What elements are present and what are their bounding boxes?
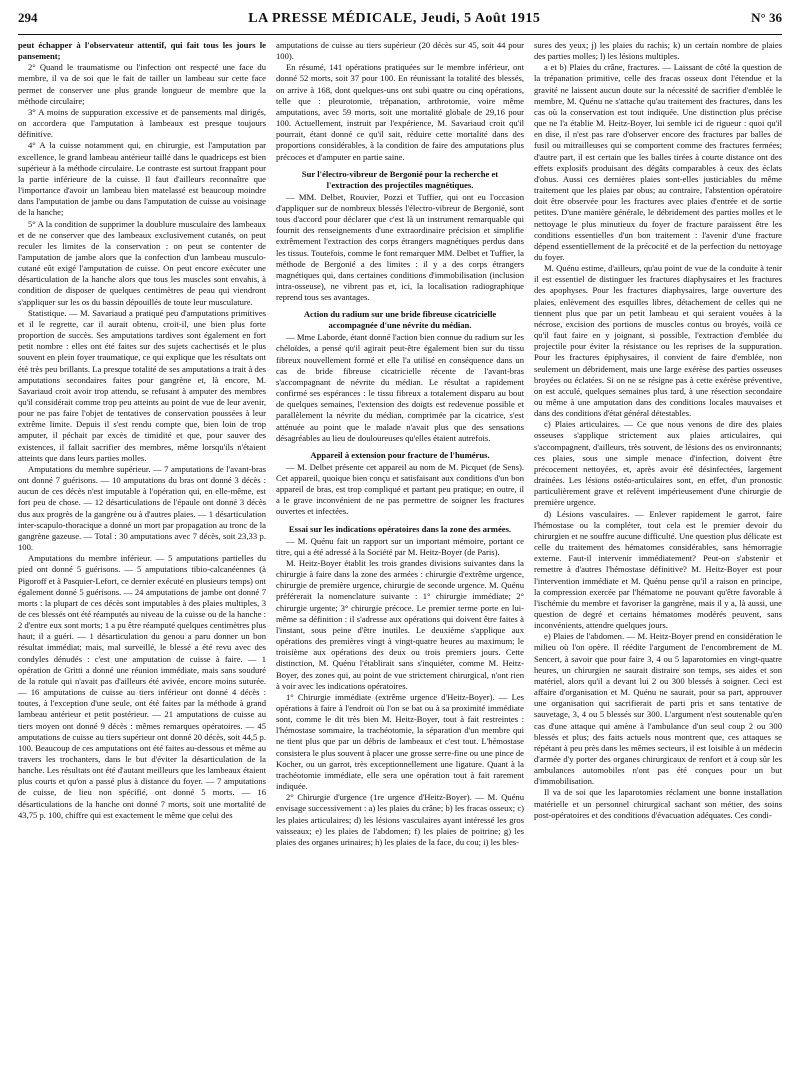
paragraph: Statistique. — M. Savariaud a pratiqué peu d'amputations primitives et il le regrette, car il aurait obtenu, croit-il, une bien plus forte proportion de succès. Ses amputations tardives sont également en fort petit nombre : elles ont été faites sur des sujets cachectisés et le plus souvent en plein foyer traumatique, ce qui explique que les résultats ont été très peu brillants. La presque totalité de ses amputations a trait à des amputations secondaires faites pour gangrène et, là encore, M. Savariaud croit avoir trop attendu, se refusant à amputer des membres qu'il considérait comme trop peu atteints au point de vue de leur avenir, pour ne pas faire l'objet de tentatives de conservation poussées à leur extrême limite. Depuis il s'est rendu compte que, bien loin de trop amputer, il péchait par excès de timidité et que, pour sauver des existences, il fallait sacrifier des membres, même lorsqu'ils n'étaient atteints que dans leurs parties molles. <box>18 307 266 463</box>
paragraph: — MM. Delbet, Rouvier, Pozzi et Tuffier, qui ont eu l'occasion d'appliquer sur de nombreux blessés l'électro-vibreur de Bergonié, sont tous d'accord pour déclarer que c'est là un instrument remarquable qui fournit des renseignements d'une extraordinaire précision et simplifie extrêmement l'extraction des corps étrangers magnétiques perdus dans les tissus. Toutefois, comme le font remarquer MM. Delbet et Tuffier, la méthode de Bergonié a des limites : il y a des corps étrangers magnétiques qui, dans certaines conditions d'immobilisation (inclusion intra-osseuse), ne vibrent pas et, ici, la localisation radiographique reprend tous ses avantages. <box>276 191 524 303</box>
section-heading: Action du radium sur une bride fibreuse cicatricielle accompagnée d'une névrite du médian. <box>303 309 497 331</box>
page-number: 294 <box>18 10 38 25</box>
issue-number: N° 36 <box>751 10 782 25</box>
paragraph: En résumé, 141 opérations pratiquées sur le membre inférieur, ont donné 52 morts, soit 37 pour 100. En réunissant la totalité des blessés, on arrive à 168, dont quelques-uns ont subi quatre ou cinq opérations, telle que : pleurotomie, trépanation, arthrotomie, voire même amputations, avec 59 morts, soit une mortalité globale de 29,16 pour 100. Actuellement, instruit par l'expérience, M. Savariaud croit qu'il pourrait, étant donné ce qu'il sait, réduire cette mortalité dans des proportions considérables, à la condition de faire des amputations plus précoces et d'amputer en partie saine. <box>276 62 524 162</box>
section-heading: Appareil à extension pour fracture de l'humérus. <box>310 449 490 460</box>
paragraph: amputations de cuisse au tiers supérieur (20 décès sur 45, soit 44 pour 100). <box>276 40 524 62</box>
page-header <box>18 10 782 35</box>
paragraph: 2° Chirurgie d'urgence (1re urgence d'Heitz-Boyer). — M. Quénu envisage successivement : a) les plaies du crâne; b) les fracas osseux; c) les plaies articulaires; d) les lésions vasculaires ayant intéressé les gros vaisseaux; e) les plaies de l'abdomen; f) les plaies de poitrine; g) les plaies des organes urinaires; h) les plaies de la face, du cou; i) les bles- <box>276 792 524 847</box>
paragraph: 4° A la cuisse notamment qui, en chirurgie, est l'amputation par excellence, le grand lambeau antérieur taillé dans le quadriceps est bien supérieur à la méthode circulaire. Le contraste est surtout frappant pour la partie inférieure de la cuisse. Il faut d'ailleurs reconnaître que l'importance d'avoir un lambeau bien matelassé est beaucoup moindre dans l'amputation de jambe ou dans l'amputation de cuisse au voisinage de la hanche; <box>18 140 266 218</box>
paragraph: e) Plaies de l'abdomen. — M. Heitz-Boyer prend en considération le milieu où l'on opère. Il réédite l'argument de l'encombrement de M. Sencert, à savoir que pour faire 3, 4 ou 5 laparotomies en vingt-quatre heures, un chirurgien ne saurait distraire son temps, ses aides et son matériel, alors qu'il a devant lui 2 ou 300 blessés à soigner. Ceci est affaire d'organisation et M. Quénu ne saurait, pour sa part, approuver une organisation qui sacrifierait de parti pris et sans tentative de sauvetage, 3, 4 ou 5 blessés sur 300. L'argument n'est soutenable qu'en cas d'une attaque qui amène à l'ambulance d'un seul coup 2 ou 300 blessés et plus; des faits actuels nous montrent que, ces attaques se répétant à peu près dans les mêmes secteurs, il est loisible à un médecin d'armée d'y porter des organes chirurgicaux de renfort et à coup sûr les ambulances automobiles n'ont pas été conçues pour un but d'immobilisation. <box>534 631 782 787</box>
paragraph: 3° A moins de suppuration excessive et de pansements mal dirigés, on accordera que l'amputation à lambeaux est presque toujours définitive. <box>18 106 266 140</box>
paragraph: Amputations du membre supérieur. — 7 amputations de l'avant-bras ont donné 7 guérisons. — 10 amputations du bras ont donné 3 décès : aucun de ces décès n'est imputable à l'opération qui, en elle-même, est fort peu de chose. — 12 désarticulations de l'épaule ont donné 3 décès dus aux progrès de la gangrène ou à d'autres plaies. — 1 désarticulation inter-scapulo-thoracique a donné un mort par propagation au tronc de la gangrène gazeuse. — Total : 30 amputations avec 7 décès, soit 23,33 p. 100. <box>18 463 266 553</box>
paragraph: c) Plaies articulaires. — Ce que nous venons de dire des plaies osseuses s'applique strictement aux plaies articulaires, qui s'accompagnent, d'ailleurs, très souvent, de lésions des os environnants; ces plaies, sous une simple menace d'infection, doivent être précocement nettoyées, et, après avoir été désinfectées, largement drainées. Les lésions ostéo-articulaires sont, en effet, d'un pronostic particulièrement grave et relèvent impérieusement d'une chirurgie de première urgence. <box>534 419 782 508</box>
column-right <box>534 40 782 1076</box>
paragraph: M. Quénu estime, d'ailleurs, qu'au point de vue de la conduite à tenir il est essentiel de distinguer les fractures diaphysaires et les fractures des apophyses. Pour les fractures diaphysaires, large ouverture des plaies, enlèvement des esquilles libres, détachement de celles qui ne tiennent plus que par un petit lambeau et qui seraient vouées à la nécrose, excision des portions de muscles contus ou broyés, voilà ce qu'il faut faire en y joignant, si possible, l'extraction d'emblée du projectile pour éviter la résistance ou les reprises de la suppuration. Pour les fractures épiphysaires, il convient de faire d'emblée, non seulement un débridement, mais une large exérèse des parties osseuses broyées ou éclatées. Si on ne se résigne pas à cette exérèse préventive, on est acculé, quelques semaines plus tard, à une résection secondaire ou même à une amputation dans des conditions locales mauvaises et dans des conditions d'état général détestables. <box>534 263 782 419</box>
column-middle <box>276 40 524 1076</box>
paragraph: peut échapper à l'observateur attentif, qui fait tous les jours le pansement; <box>18 40 266 62</box>
paragraph: — M. Delbet présente cet appareil au nom de M. Picquet (de Sens). Cet appareil, quoique bien conçu et satisfaisant aux conditions d'un bon appareil de bras, est trop compliqué et partant peu pratique; en outre, il a le grave inconvénient de ne pas permettre de soigner les fractures ouvertes et infectées. <box>276 461 524 517</box>
article-columns <box>18 40 782 1076</box>
paragraph: — M. Quénu fait un rapport sur un important mémoire, portant ce titre, qui a été adressé à la Société par M. Heitz-Boyer (de Paris). <box>276 535 524 557</box>
paragraph: d) Lésions vasculaires. — Enlever rapidement le garrot, faire l'hémostase ou la compléter, tout cela est le premier devoir du chirurgien et ne souffre aucune difficulté. Une question plus délicate est celle du traitement des hématomes considérables, sans hémorragie externe. Faut-il intervenir immédiatement? Peut-on s'abstenir et remettre à d'autres l'hémostase définitive? M. Heitz-Boyer est pour l'intervention immédiate et M. Quénu pense qu'il a raison en principe, la compression exercée par l'hématome ne pouvant qu'être favorable à l'ischémie du membre et favoriser la gangrène, mais il y a, là aussi, une question de degré et certains hématomes modérés peuvent, sans inconvénients, attendre quelques jours. <box>534 508 782 631</box>
paragraph: a et b) Plaies du crâne, fractures. — Laissant de côté la question de la trépanation primitive, celle des fracas osseux dont l'étendue et la gravité ne laissent aucun doute sur la nécessité de sacrifier d'emblée le membre, M. Quénu ne s'attache qu'au traitement des fractures, dans les cas où la conservation est tout indiquée. Une distinction plus précise que ne l'a établie M. Heitz-Boyer, lui semble ici de rigueur : quoi qu'il en dise, il n'est pas rare d'observer encore des fractures par balles de fusil ou mitrailleuses qui se comportent comme des fractures fermées; d'autre part, il est certain que les balles tirées à courte distance ont des effets explosifs produisant des dégâts comparables à ceux des éclats d'obus. Aussi ces dernières plaies sont-elles justiciables du même traitement que les plaies par obus; au contraire, l'abstention opératoire doit être observée pour les fractures avec plaies d'entrée et de sortie petites. D'une manière générale, le débridement des parties molles et le nettoyage le plus minutieux du foyer de fracture paraissent être les conditions essentielles d'un bon traitement : l'avenir d'une fracture dépend essentiellement de la précocité et de la perfection du nettoyage du foyer. <box>534 62 782 262</box>
section-heading: Essai sur les indications opératoires dans la zone des armées. <box>288 523 512 534</box>
column-left <box>18 40 266 1076</box>
paragraph: — Mme Laborde, étant donné l'action bien connue du radium sur les chéloïdes, a pensé qu'il agirait peut-être également bien sur du tissu fibreux nouvellement formé et elle l'a utilisé en conséquence dans un cas de bride fibreuse cicatricielle récente de l'avant-bras s'accompagnant de névrite du médian. Le résultat a rapidement confirmé ses espérances : le tissu fibreux a totalement disparu au bout de quelques semaines, l'extension des doigts est redevenue possible et parallèlement la névrite du médian, comprimée par la cicatrice, s'est atténuée au point que le malade n'avait plus que des sensations désagréables au lieu de douloureuses qu'elles étaient autrefois. <box>276 332 524 443</box>
paragraph: sures des yeux; j) les plaies du rachis; k) un certain nombre de plaies des parties molles; l) les lésions multiples. <box>534 40 782 62</box>
paragraph: 1° Chirurgie immédiate (extrême urgence d'Heitz-Boyer). — Les opérations à faire à l'endroit où l'on se bat ou à sa proximité immédiate sont, comme le dit très bien M. Heitz-Boyer, tout à fait restreintes : l'hémostase sommaire, la trachéotomie, la séparation d'un membre qui ne tient plus que par un débris de lambeaux et c'est tout. L'hémostase consistera le plus souvent à placer une grosse serre-fine ou une pince de Kocher, ou un garrot, très exceptionnellement une ligature. Quant à la trachéotomie immédiate, elle sera une opération tout à fait rarement indiquée. <box>276 691 524 792</box>
paragraph: 5° A la condition de supprimer la doublure musculaire des lambeaux et de ne conserver que des lambeaux exclusivement cutanés, on peut reculer les limites de la conservation : on peut se contenter de l'amputation de jambe alors que la confection d'un lambeau musculo-cutané eût exigé l'amputation de cuisse. On peut encore exécuter une désarticulation de la hanche alors que tous les muscles sont envahis, à condition de disposer de quelques centimètres de peau qui viendront s'appliquer sur les os du bassin dépouillés de toute leur musculature. <box>18 218 266 307</box>
section-heading: Sur l'électro-vibreur de Bergonié pour la recherche et l'extraction des projectiles magnétiques. <box>301 168 499 190</box>
paragraph: Il va de soi que les laparotomies réclament une bonne installation matérielle et un personnel chirurgical sachant son métier, des soins post-opératoires et des conditions d'évacuation adéquates. Ces condi- <box>534 787 782 820</box>
paragraph: M. Heitz-Boyer établit les trois grandes divisions suivantes dans la chirurgie à faire dans la zone des armées : chirurgie d'extrême urgence, chirurgie de première urgence, chirurgie de seconde urgence. M. Quénu préférerait la nomenclature suivante : 1° chirurgie immédiate; 2° chirurgie urgente; 3° chirurgie précoce. Le premier terme porte en lui-même sa définition : il s'adresse aux opérations qui doivent être faites à l'instant, sous peine d'être inutiles. Le deuxième s'applique aux opérations des premières vingt à vingt-quatre heures au maximum; le troisième aux opérations des deux ou trois premiers jours. Cette distinction, M. Quénu l'établirait sans s'inquiéter, comme M. Heitz-Boyer, des zones qui, au point de vue strictement chirurgical, n'ont rien à voir avec les indications opératoires. <box>276 557 524 691</box>
paragraph: Amputations du membre inférieur. — 5 amputations partielles du pied ont donné 5 guérisons. — 5 amputations tibio-calcanéennes (à Pigoroff et à Pasquier-Lefort, ce dernier exécuté en plusieurs temps) ont également donné 5 guérisons. — 24 amputations de jambe ont donné 7 morts : la plupart de ces décès sont imputables à des plaies multiples, 3 de ces blessés ont été réamputés au niveau de la cuisse ou de la hanche : 2 d'entre eux sont morts; 1 a pu être réamputé quelques centimètres plus haut; il a guéri. — 1 désarticulation du genou a paru donner un bon résultat immédiat; mais, mal surveillé, le blessé a été revu avec des condyles dénudés : c'est une amputation de cuisse à faire. — 1 opération de Gritti a donné une réunion immédiate, mais sans souduré de la rotule qui n'avait pas d'ailleurs été avivée, encore moins suturée. — 16 amputations de cuisse au tiers inférieur ont donné 4 décès : toutes, à l'exception d'une seule, ont été faites par la méthode à grand lambeau antérieur et petit postérieur. — 21 amputations de cuisse au tiers moyen ont donné 9 décès : mêmes remarques opératoires. — 45 amputations de cuisse au tiers supérieur ont donné 20 décès, soit 44,5 p. 100. Beaucoup de ces amputations ont été faites au-dessous et même au travers les trochanters, dans le but d'éviter la désarticulation de la hanche. Les résultats ont été d'autant meilleurs que les lambeaux étaient plus courts et qu'on a passé plus à distance du foyer. — 7 amputations de cuisse, de lieu non spécifié, ont donné 5 morts. — 16 désarticulations de la hanche ont donné 7 morts, soit une mortalité de 43,75 p. 100, chiffre qui est exactement le même que celui des <box>18 553 266 820</box>
journal-title: LA PRESSE MÉDICALE, Jeudi, 5 Août 1915 <box>248 11 541 26</box>
paragraph: 2° Quand le traumatisme ou l'infection ont respecté une face du membre, il va de soi que le fait de tailler un lambeau sur cette face permet de conserver une plus grande longueur de membre que la méthode circulaire; <box>18 62 266 106</box>
